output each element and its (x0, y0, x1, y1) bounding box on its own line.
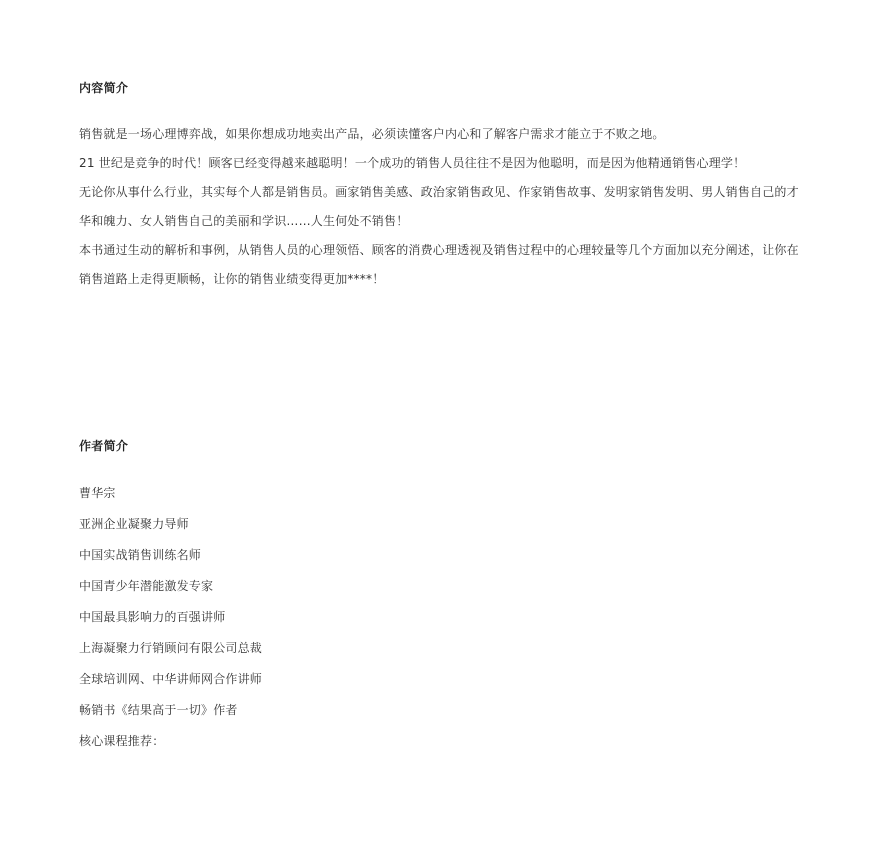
author-title-line: 畅销书《结果高于一切》作者 (79, 703, 238, 717)
author-title-line: 全球培训网、中华讲师网合作讲师 (79, 672, 263, 686)
intro-paragraph: 21 世纪是竞争的时代！顾客已经变得越来越聪明！一个成功的销售人员往往不是因为他聪明，而是因为他精通销售心理学！ (79, 156, 746, 170)
author-heading: 作者简介 (79, 439, 129, 453)
intro-paragraph: 无论你从事什么行业，其实每个人都是销售员。画家销售美感、政治家销售政见、作家销售故事、发明家销售发明、男人销售自己的才华和魄力、女人销售自己的美丽和学识……人生何处不销售！ (79, 185, 799, 228)
author-title-line: 中国最具影响力的百强讲师 (79, 610, 226, 624)
author-list (79, 478, 262, 757)
author-title-line: 亚洲企业凝聚力导师 (79, 517, 189, 531)
intro-paragraph: 本书通过生动的解析和事例，从销售人员的心理领悟、顾客的消费心理透视及销售过程中的心理较量等几个方面加以充分阐述，让你在销售道路上走得更顺畅，让你的销售业绩变得更加****！ (79, 243, 799, 286)
author-name: 曹华宗 (79, 486, 116, 500)
author-title-line: 中国青少年潜能激发专家 (79, 579, 214, 593)
author-title-line: 中国实战销售训练名师 (79, 548, 202, 562)
intro-paragraph: 销售就是一场心理博弈战，如果你想成功地卖出产品，必须读懂客户内心和了解客户需求才能立于不败之地。 (79, 127, 665, 141)
author-title-line: 上海凝聚力行销顾问有限公司总裁 (79, 641, 263, 655)
intro-section (79, 120, 799, 294)
intro-heading: 内容简介 (79, 81, 129, 95)
core-courses-label: 核心课程推荐： (79, 734, 165, 748)
